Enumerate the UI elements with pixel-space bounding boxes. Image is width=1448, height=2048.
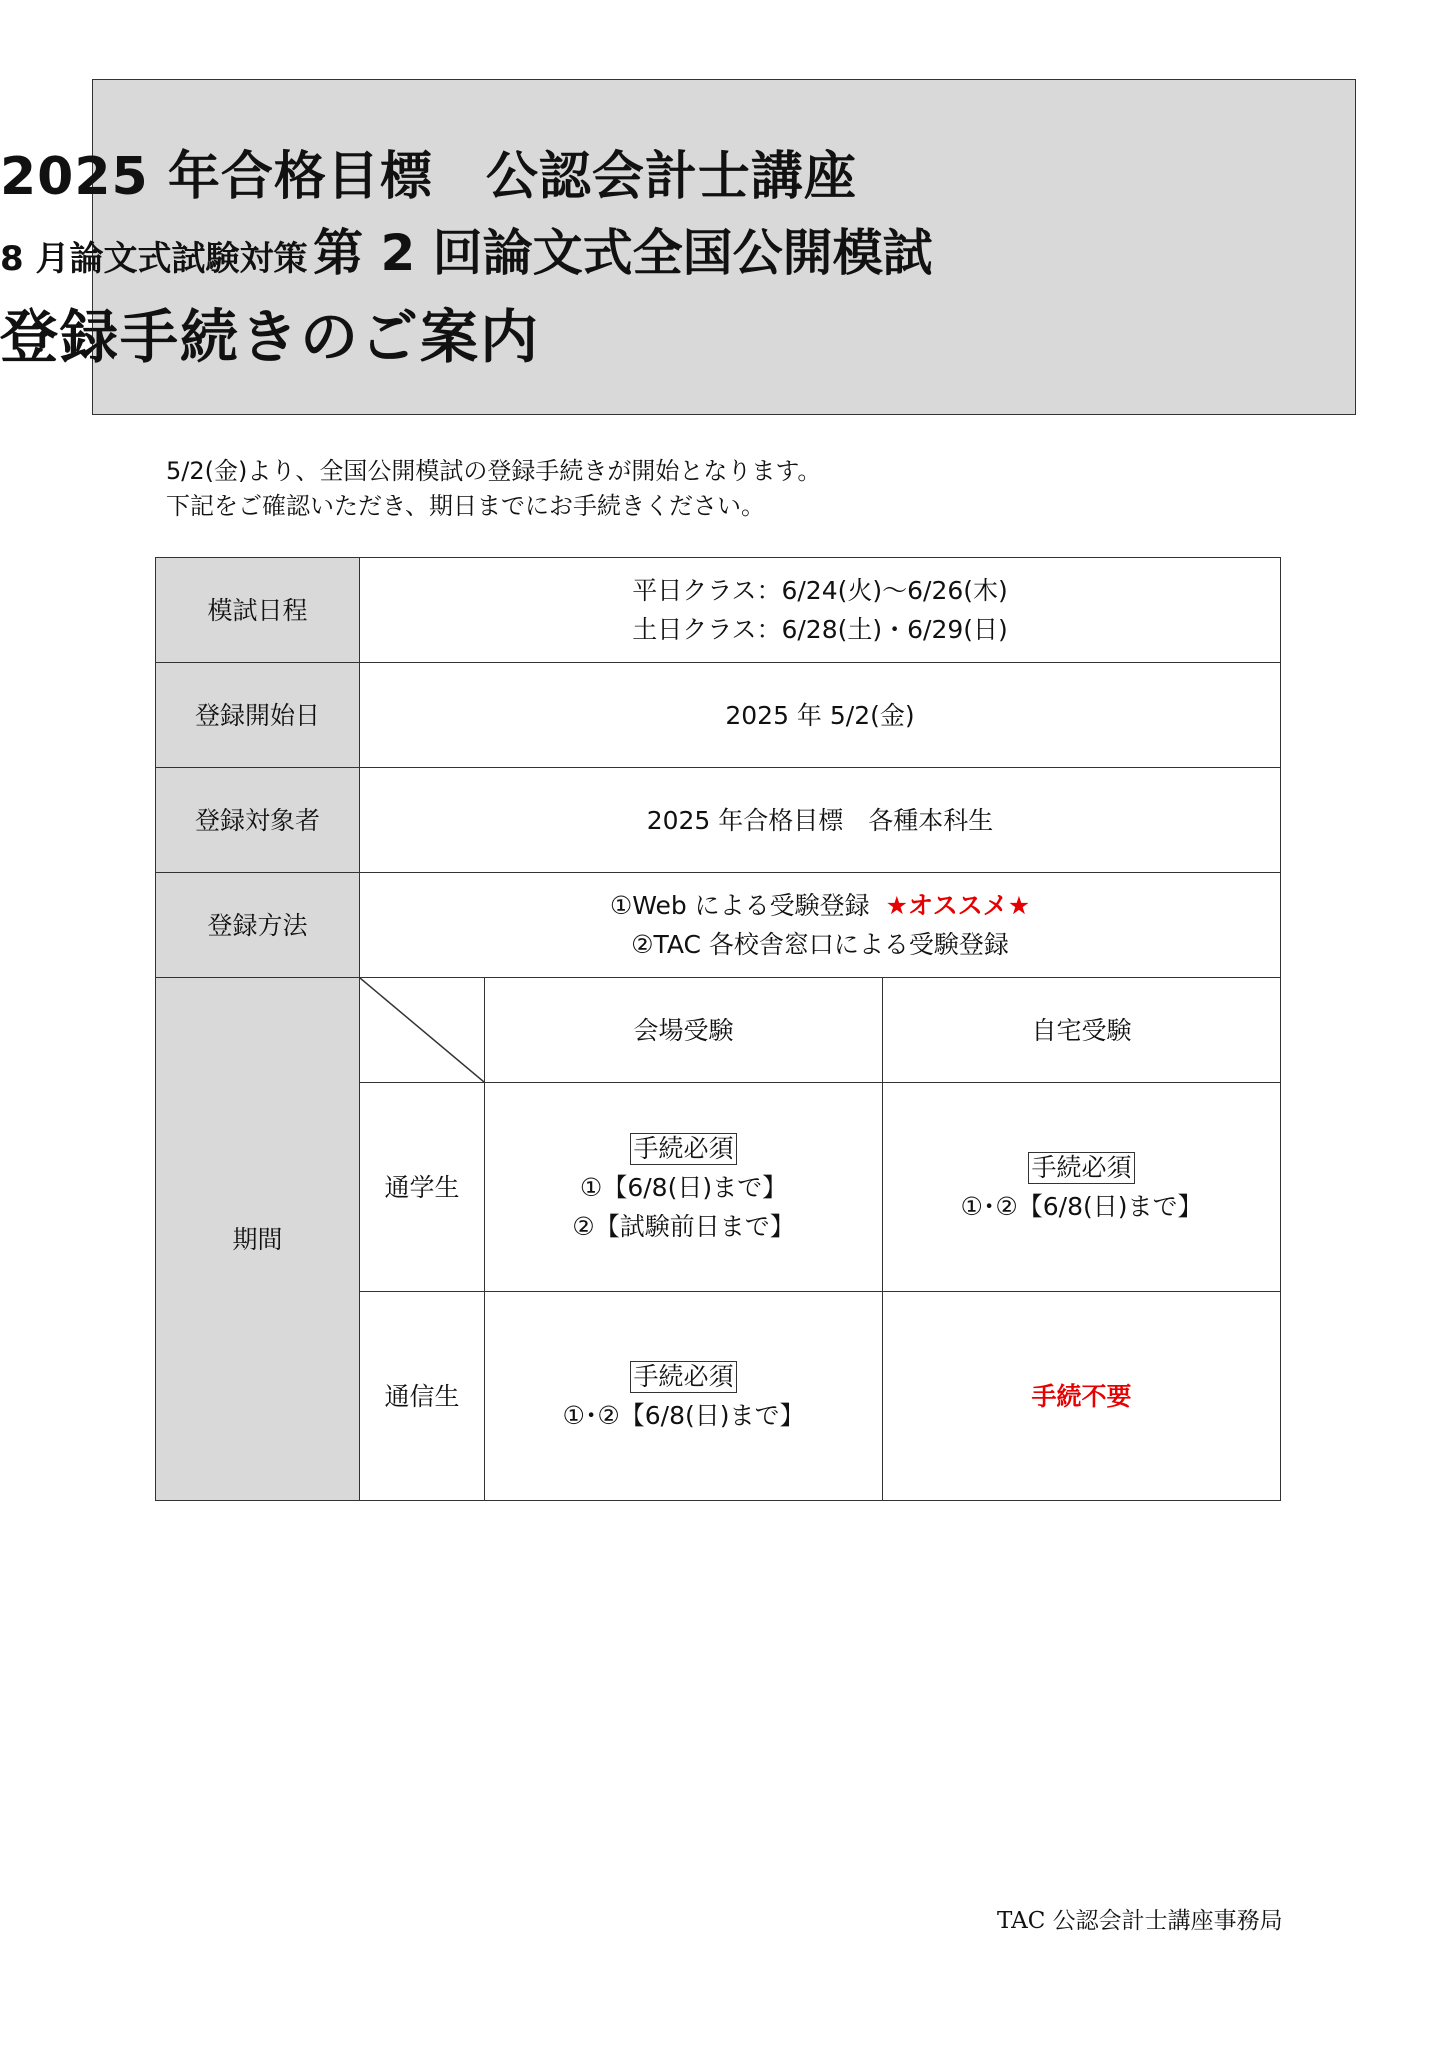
method-web-text: ①Web による受験登録 xyxy=(609,891,870,920)
correspondence-home xyxy=(883,1292,1281,1501)
correspondence-label: 通信生 xyxy=(360,1292,485,1501)
row-start-date xyxy=(156,663,1281,768)
method-value xyxy=(360,873,1281,978)
title-exam-name: 第 2 回論文式全国公開模試 xyxy=(313,224,933,282)
intro-text xyxy=(166,454,821,524)
target-value: 2025 年合格目標 各種本科生 xyxy=(360,768,1281,873)
method-web xyxy=(360,886,1280,925)
title-exam-prefix: 8 月論文式試験対策 xyxy=(0,239,308,279)
diagonal-line xyxy=(360,978,484,1082)
required-badge: 手続必須 xyxy=(630,1361,736,1393)
start-date-value: 2025 年 5/2(金) xyxy=(360,663,1281,768)
title-exam xyxy=(0,213,1448,285)
correspondence-venue-line-1: ①･②【6/8(日)まで】 xyxy=(562,1401,805,1430)
commuting-venue-line-1: ①【6/8(日)まで】 xyxy=(579,1172,788,1202)
schedule-value xyxy=(360,558,1281,663)
not-required-text: 手続不要 xyxy=(1031,1381,1132,1411)
start-date-label: 登録開始日 xyxy=(156,663,360,768)
registration-table xyxy=(155,557,1281,1501)
commuting-label: 通学生 xyxy=(360,1083,485,1292)
schedule-weekday: 平日クラス：6/24(火)～6/26(木) xyxy=(632,576,1008,605)
period-label: 期間 xyxy=(156,978,360,1501)
schedule-label: 模試日程 xyxy=(156,558,360,663)
diagonal-cell xyxy=(360,978,485,1083)
title-guide: 登録手続きのご案内 xyxy=(0,303,541,371)
intro-line-2: 下記をご確認いただき、期日までにお手続きください。 xyxy=(166,492,766,520)
commuting-venue xyxy=(485,1083,883,1292)
target-label: 登録対象者 xyxy=(156,768,360,873)
col-home-header: 自宅受験 xyxy=(883,978,1281,1083)
title-course: 2025 年合格目標 公認会計士講座 xyxy=(0,147,857,207)
row-target xyxy=(156,768,1281,873)
row-schedule xyxy=(156,558,1281,663)
row-method xyxy=(156,873,1281,978)
recommend-badge: ★オススメ★ xyxy=(885,891,1031,920)
required-badge: 手続必須 xyxy=(1028,1152,1134,1184)
schedule-weekend: 土日クラス：6/28(土)・6/29(日) xyxy=(632,615,1008,644)
intro-line-1: 5/2(金)より、全国公開模試の登録手続きが開始となります。 xyxy=(166,457,822,485)
commuting-venue-line-2: ②【試験前日まで】 xyxy=(572,1211,795,1241)
commuting-home xyxy=(883,1083,1281,1292)
row-period-header xyxy=(156,978,1281,1083)
correspondence-venue xyxy=(485,1292,883,1501)
method-label: 登録方法 xyxy=(156,873,360,978)
required-badge: 手続必須 xyxy=(630,1133,736,1165)
footer-office: TAC 公認会計士講座事務局 xyxy=(997,1908,1283,1934)
col-venue-header: 会場受験 xyxy=(485,978,883,1083)
method-counter: ②TAC 各校舎窓口による受験登録 xyxy=(631,930,1009,959)
commuting-home-line-1: ①･②【6/8(日)まで】 xyxy=(960,1192,1203,1221)
